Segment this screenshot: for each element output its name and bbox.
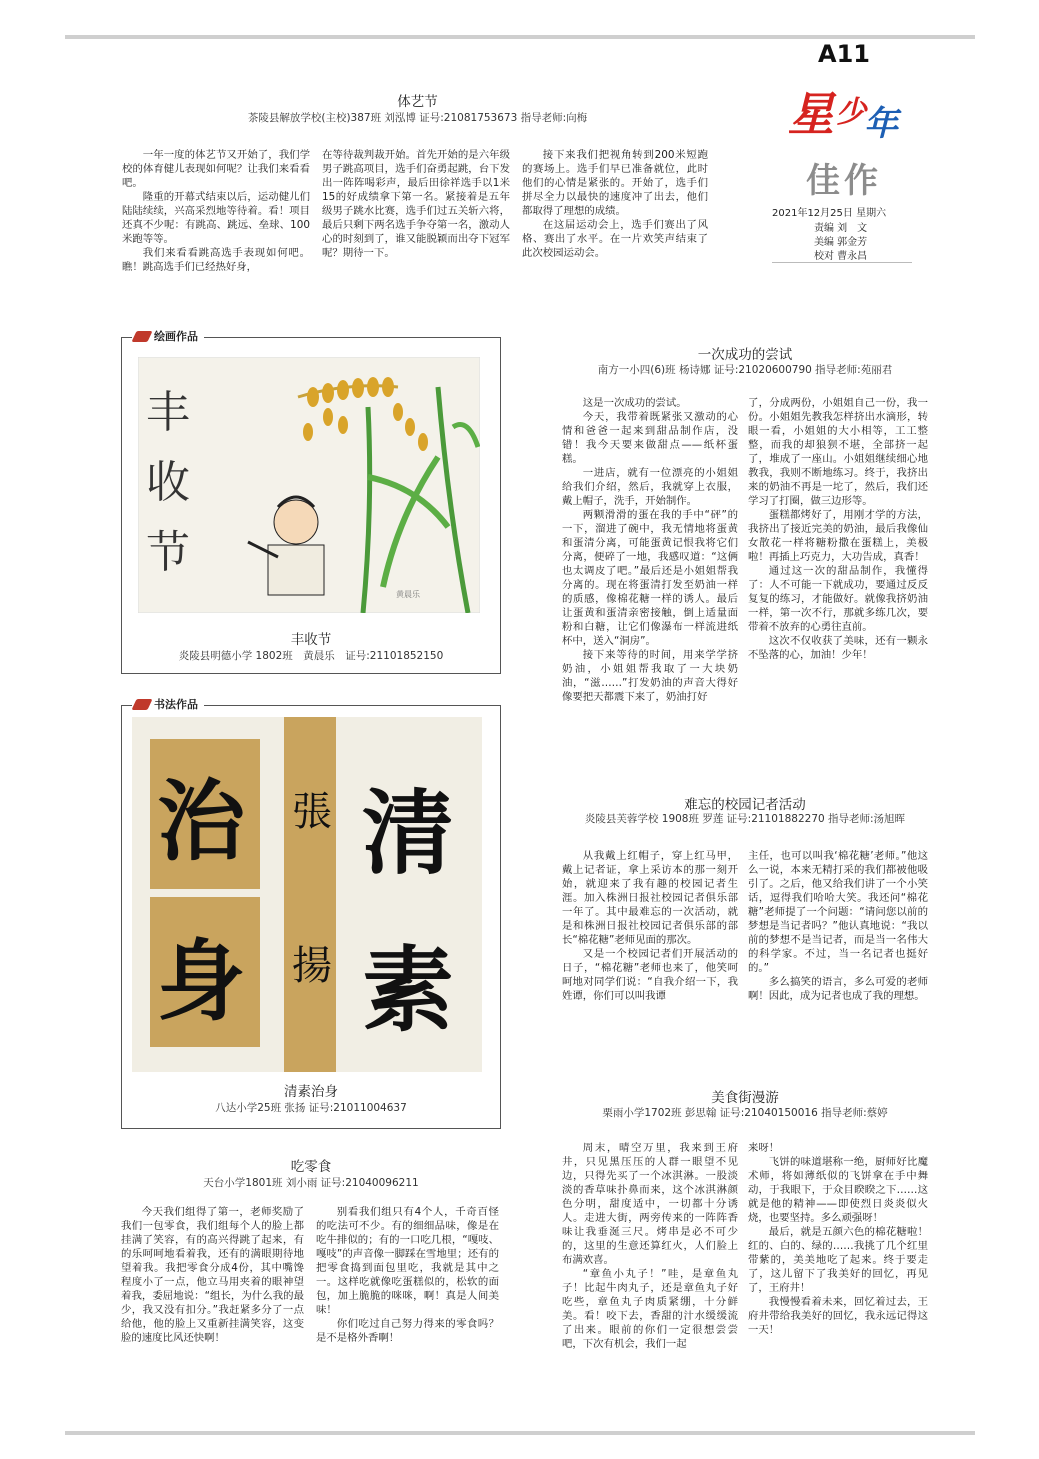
article-3-col-1 bbox=[562, 396, 738, 704]
editor-credit: 责编 刘 文 bbox=[814, 223, 868, 234]
article-4-col-1 bbox=[562, 849, 738, 1003]
calligraphy-title: 清素治身 bbox=[284, 1084, 338, 1100]
calligraphy-artwork bbox=[132, 717, 482, 1072]
article-4-byline: 炎陵县芙蓉学校 1908班 罗莲 证号:21101882270 指导老师:汤旭晖 bbox=[584, 813, 906, 825]
article-3-title: 一次成功的尝试 bbox=[697, 347, 793, 363]
paragraph: 我们来看看跳高选手表现如何吧。瞧！跳高选手们已经热好身， bbox=[122, 247, 310, 273]
paragraph: 今天我们组得了第一，老师奖励了我们一包零食，我们组每个人的脸上都挂满了笑容，有的高兴得跳了起来，有的乐呵呵地看着我，还有的满眼期待地望着我。我把零食分成4份，其中嘴馋程度小了一点，他立马用夹着的眼神望着我，委屈地说：“组长，为什么我的最少，我又没有扣分。”我赶紧多分了一点给他，他的脸上又重新挂满笑容，这变脸的速度比风还快啊！ bbox=[121, 1206, 304, 1344]
paragraph: 周末，晴空万里，我来到王府井，只见黑压压的人群一眼望不见边，只得先买了一个冰淇淋。一股淡淡的香草味扑鼻而来，这个冰淇淋颜色分明，甜度适中，一切都十分诱人。走进大街，两旁传来的一阵阵香味让我垂涎三尺。烤串是必不可少的，这里的生意还算红火，人们脸上布满欢喜。 bbox=[562, 1142, 738, 1266]
paragraph: 一年一度的体艺节又开始了，我们学校的体育健儿表现如何呢？让我们来看看吧。 bbox=[122, 149, 310, 189]
art-char-2: 收 bbox=[146, 457, 190, 508]
art-char-3: 节 bbox=[146, 527, 190, 578]
painting-tag-label: 绘画作品 bbox=[154, 330, 198, 343]
designer-credit: 美编 郭金芳 bbox=[814, 237, 868, 248]
proof-credit: 校对 曹永昌 bbox=[814, 251, 868, 262]
article-5-col-2 bbox=[748, 1141, 928, 1337]
article-3-byline: 南方一小四(6)班 杨诗娜 证号:21020600790 指导老师:苑丽君 bbox=[597, 364, 893, 376]
article-2-col-1 bbox=[121, 1205, 304, 1345]
calligraphy-byline: 八达小学25班 张扬 证号:21011004637 bbox=[215, 1102, 407, 1114]
article-4-col-2 bbox=[748, 849, 928, 1003]
article-3-col-2 bbox=[748, 396, 928, 662]
calligraphy-image bbox=[132, 717, 482, 1072]
paragraph: 在等待裁判裁开始。首先开始的是六年级男子跳高项目，选手们奋勇起跳，台下发出一阵阵喝彩声，最后田徐祥选手以1米15的好成绩拿下第一名。紧接着是五年级男子跳水比赛，选手们过五关斩六将，最后只剩下两名选手争夺第一名，激动人心的时刻到了，谁又能脱颖而出夺下冠军呢？期待一下。 bbox=[322, 149, 510, 259]
header-underline bbox=[772, 262, 912, 281]
paragraph: 多么搞笑的语言，多么可爱的老师啊！因此，成为记者也成了我的理想。 bbox=[748, 976, 928, 1002]
page-number: A11 bbox=[818, 40, 870, 68]
paragraph: 通过这一次的甜品制作，我懂得了：人不可能一下就成功，要通过反反复复的练习，才能做好。就像我挤奶油一样，第一次不行，那就多练几次，要带着不放弃的心勇往直前。 bbox=[748, 565, 928, 633]
brand-logo bbox=[786, 80, 906, 140]
calligraphy-char-4: 身 bbox=[157, 929, 246, 1033]
pen-icon bbox=[131, 699, 152, 710]
painting-title: 丰收节 bbox=[290, 632, 332, 648]
calligraphy-char-6: 揚 bbox=[292, 943, 332, 989]
paragraph: 这是一次成功的尝试。 bbox=[582, 397, 687, 409]
paragraph: 两颗滑滑的蛋在我的手中“砰”的一下，溜进了碗中，我无情地将蛋黄和蛋清分离，可能蛋黄记恨我将它们分离，便碎了一地，我感叹道：“这俩也太调皮了吧。”最后还是小姐姐帮我分离的。现在将蛋清打发至奶油一样的质感，像棉花糖一样的诱人。最后让蛋黄和蛋清亲密接触，倒上适量面粉和白糖，让它们像瀑布一样流进纸杯中，送入“洞房”。 bbox=[562, 509, 738, 647]
calligraphy-char-3: 治 bbox=[157, 769, 246, 873]
paragraph: 你们吃过自己努力得来的零食吗？是不是格外香啊！ bbox=[316, 1318, 499, 1344]
paragraph: 在这届运动会上，选手们赛出了风格、赛出了水平。在一片欢笑声结束了此次校园运动会。 bbox=[522, 219, 708, 259]
paragraph: 来呀！ bbox=[748, 1142, 780, 1154]
article-1-col-2 bbox=[322, 148, 510, 260]
art-char-1: 丰 bbox=[146, 387, 190, 438]
svg-text:少: 少 bbox=[836, 95, 866, 130]
svg-text:星: 星 bbox=[788, 87, 834, 140]
art-sign: 黄晨乐 bbox=[396, 590, 420, 599]
paragraph: 隆重的开幕式结束以后，运动健儿们陆陆续续，兴高采烈地等待着。看！项目还真不少呢：有跳高、跳远、垒球、100米跑等等。 bbox=[122, 191, 310, 245]
svg-text:年: 年 bbox=[864, 104, 898, 140]
paragraph: 接下来等待的时间，用来学学挤奶油，小姐姐帮我取了一大块奶油，“滋……”打发奶油的声音大得好像要把天都震下来了，奶油打好 bbox=[562, 649, 738, 703]
article-1-col-1 bbox=[122, 148, 310, 274]
calligraphy-char-5: 張 bbox=[292, 789, 332, 835]
article-2-byline: 天台小学1801班 刘小雨 证号:21040096211 bbox=[203, 1177, 419, 1189]
paragraph: 最后，就是五颜六色的棉花糖啦！红的、白的、绿的……我挑了几个红里带紫的，美美地吃了起来。终于要走了，这儿留下了我美好的回忆，再见了，王府井！ bbox=[748, 1226, 928, 1294]
issue-date: 2021年12月25日 星期六 bbox=[772, 208, 887, 219]
calligraphy-char-2: 素 bbox=[362, 936, 455, 1044]
paragraph: 又是一个校园记者们开展活动的日子，“棉花糖”老师也来了，他笑呵呵地对同学们说：“自我介绍一下，我姓谭，你们可以叫我谭 bbox=[562, 948, 738, 1002]
article-5-byline: 栗雨小学1702班 彭思翰 证号:21040150016 指导老师:蔡婷 bbox=[602, 1107, 888, 1119]
paragraph: 我慢慢看着未来，回忆着过去，王府井带给我美好的回忆，我永远记得这一天！ bbox=[748, 1296, 928, 1336]
paragraph: 飞饼的味道堪称一绝，厨师好比魔术师，将如薄纸似的飞饼拿在手中舞动，于我眼下，于众目睽睽之下……这就是他的精神——即使烈日炎炎似火烧，也要坚持。多么顽强呀！ bbox=[748, 1156, 928, 1224]
article-2-col-2 bbox=[316, 1205, 499, 1345]
article-4-title: 难忘的校园记者活动 bbox=[684, 797, 806, 813]
bottom-rule bbox=[65, 1431, 975, 1435]
paragraph: 这次不仅收获了美味，还有一颗永不坠落的心，加油！少年！ bbox=[748, 635, 928, 661]
brand-logo-graphic bbox=[786, 80, 906, 140]
harvest-painting bbox=[138, 357, 480, 613]
paragraph: 接下来我们把视角转到200米短跑的赛场上。选手们早已准备就位，此时他们的心情是紧张的。开始了，选手们拼尽全力以最快的速度冲了出去，他们都取得了理想的成绩。 bbox=[522, 149, 708, 217]
paragraph: 今天，我带着既紧张又激动的心情和爸爸一起来到甜品制作店，没错！我今天要来做甜点——纸杯蛋糕。 bbox=[562, 411, 738, 465]
article-1-col-3 bbox=[522, 148, 708, 260]
paragraph: 了，分成两份，小姐姐自己一份，我一份。小姐姐先教我怎样挤出水滴形，转眼一看，小姐姐的大小相等，工工整整，而我的却狼狈不堪，全部挤一起了，堆成了一座山。小姐姐继续细心地教我，我则不断地练习。终于，我挤出来的奶油不再是一坨了，然后，我们还学习了打圈，做三边形等。 bbox=[748, 397, 928, 507]
article-2-title: 吃零食 bbox=[290, 1159, 332, 1175]
paragraph: 蛋糕都烤好了，用刚才学的方法，我挤出了接近完美的奶油，最后我像仙女散花一样将糖粉撒在蛋糕上，美极啦！再插上巧克力，大功告成，真香！ bbox=[748, 509, 928, 563]
paragraph: 从我戴上红帽子，穿上红马甲，戴上记者证，拿上采访本的那一刻开始，就迎来了我有趣的校园记者生涯。加入株洲日报社校园记者俱乐部一年了。其中最难忘的一次活动，就是和株洲日报社校园记者俱乐部的部长“棉花糖”老师见面的那次。 bbox=[562, 850, 738, 946]
paragraph: 别看我们组只有4个人，千奇百怪的吃法可不少。有的细细品味，像是在吃牛排似的；有的一口吃几根，“嘎吱、嘎吱”的声音像一脚踩在雪地里；还有的把零食捣到面包里吃，我就是其中之一。这样吃就像吃蛋糕似的，松软的面包，加上脆脆的咪咪，啊！真是人间美味！ bbox=[316, 1206, 499, 1316]
paragraph: “章鱼小丸子！”哇，是章鱼丸子！比起牛肉丸子，还是章鱼丸子好吃些，章鱼丸子肉质紧绷，十分鲜美。看！咬下去，香甜的汁水缓缓流了出来。眼前的你们一定很想尝尝吧，下次有机会，我们一起 bbox=[562, 1268, 738, 1350]
article-5-title: 美食街漫游 bbox=[711, 1090, 779, 1106]
calligraphy-char-1: 清 bbox=[362, 779, 455, 887]
paragraph: 主任，也可以叫我‘棉花糖’老师。”他这么一说，本来无精打采的我们都被他吸引了。之后，他又给我们讲了一个小笑话，逗得我们哈哈大笑。我还问“棉花糖”老师提了一个问题：“请问您以前的梦想是当记者吗？”他认真地说：“我以前的梦想不是当记者，而是当一名伟大的科学家。不过，当一名记者也挺好的。” bbox=[748, 850, 928, 974]
article-1-byline: 茶陵县解放学校(主校)387班 刘泓博 证号:21081753673 指导老师:向梅 bbox=[247, 112, 588, 124]
painting-image bbox=[138, 357, 480, 613]
pen-icon bbox=[131, 331, 152, 342]
section-label: 佳作 bbox=[806, 161, 882, 201]
paragraph: 一进店，就有一位漂亮的小姐姐给我们介绍，然后，我就穿上衣服，戴上帽子，洗手，开始制作。 bbox=[562, 467, 738, 507]
top-rule bbox=[65, 35, 975, 39]
painting-tag bbox=[132, 328, 204, 344]
article-1-title: 体艺节 bbox=[397, 94, 438, 110]
painting-byline: 炎陵县明德小学 1802班 黄晨乐 证号:21101852150 bbox=[178, 650, 444, 662]
calligraphy-tag-label: 书法作品 bbox=[154, 698, 198, 711]
calligraphy-tag bbox=[132, 696, 204, 712]
article-5-col-1 bbox=[562, 1141, 738, 1351]
